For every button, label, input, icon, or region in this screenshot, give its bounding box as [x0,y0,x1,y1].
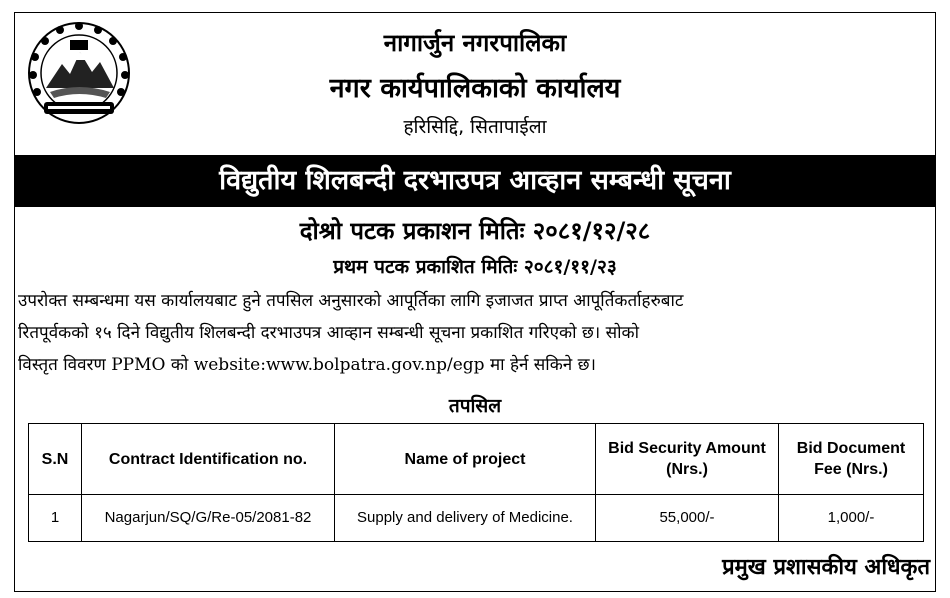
col-header-bid-security: Bid Security Amount (Nrs.) [596,424,779,495]
table-header-row [29,424,924,495]
office-name: नगर कार्यपालिकाको कार्यालय [329,73,621,104]
cell-project-name: Supply and delivery of Medicine. [335,495,596,542]
office-address: हरिसिद्दि, सितापाईला [403,116,547,138]
cell-sn: 1 [29,495,82,542]
municipality-name: नागार्जुन नगरपालिका [383,29,567,57]
body-line: विस्तृत विवरण PPMO को website:www.bolpatra.gov.np/egp मा हेर्न सकिने छ। [18,355,596,375]
col-header-contract-id: Contract Identification no. [82,424,335,495]
col-header-document-fee: Bid Document Fee (Nrs.) [779,424,924,495]
body-line: रितपूर्वकको १५ दिने विद्युतीय शिलबन्दी दरभाउपत्र आव्हान सम्बन्धी सूचना प्रकाशित गरिएको छ। सोको [18,323,639,343]
table-row [29,495,924,542]
schedule-label: तपसिल [448,395,502,417]
bid-table [28,423,924,542]
notice-title: विद्युतीय शिलबन्दी दरभाउपत्र आव्हान सम्बन्धी सूचना [14,155,936,207]
second-publication-date: दोश्रो पटक प्रकाशन मितिः २०८१/१२/२८ [299,217,651,245]
signatory: प्रमुख प्रशासकीय अधिकृत [722,555,930,580]
first-publication-date: प्रथम पटक प्रकाशित मितिः २०८१/११/२३ [333,256,617,278]
notice-body [18,285,932,381]
cell-contract-id: Nagarjun/SQ/G/Re-05/2081-82 [82,495,335,542]
cell-document-fee: 1,000/- [779,495,924,542]
col-header-sn: S.N [29,424,82,495]
col-header-project-name: Name of project [335,424,596,495]
cell-bid-security: 55,000/- [596,495,779,542]
body-line: उपरोक्त सम्बन्धमा यस कार्यालयबाट हुने तपसिल अनुसारको आपूर्तिका लागि इजाजत प्राप्त आपूर्तिकर्ताहरुबाट [18,291,684,311]
